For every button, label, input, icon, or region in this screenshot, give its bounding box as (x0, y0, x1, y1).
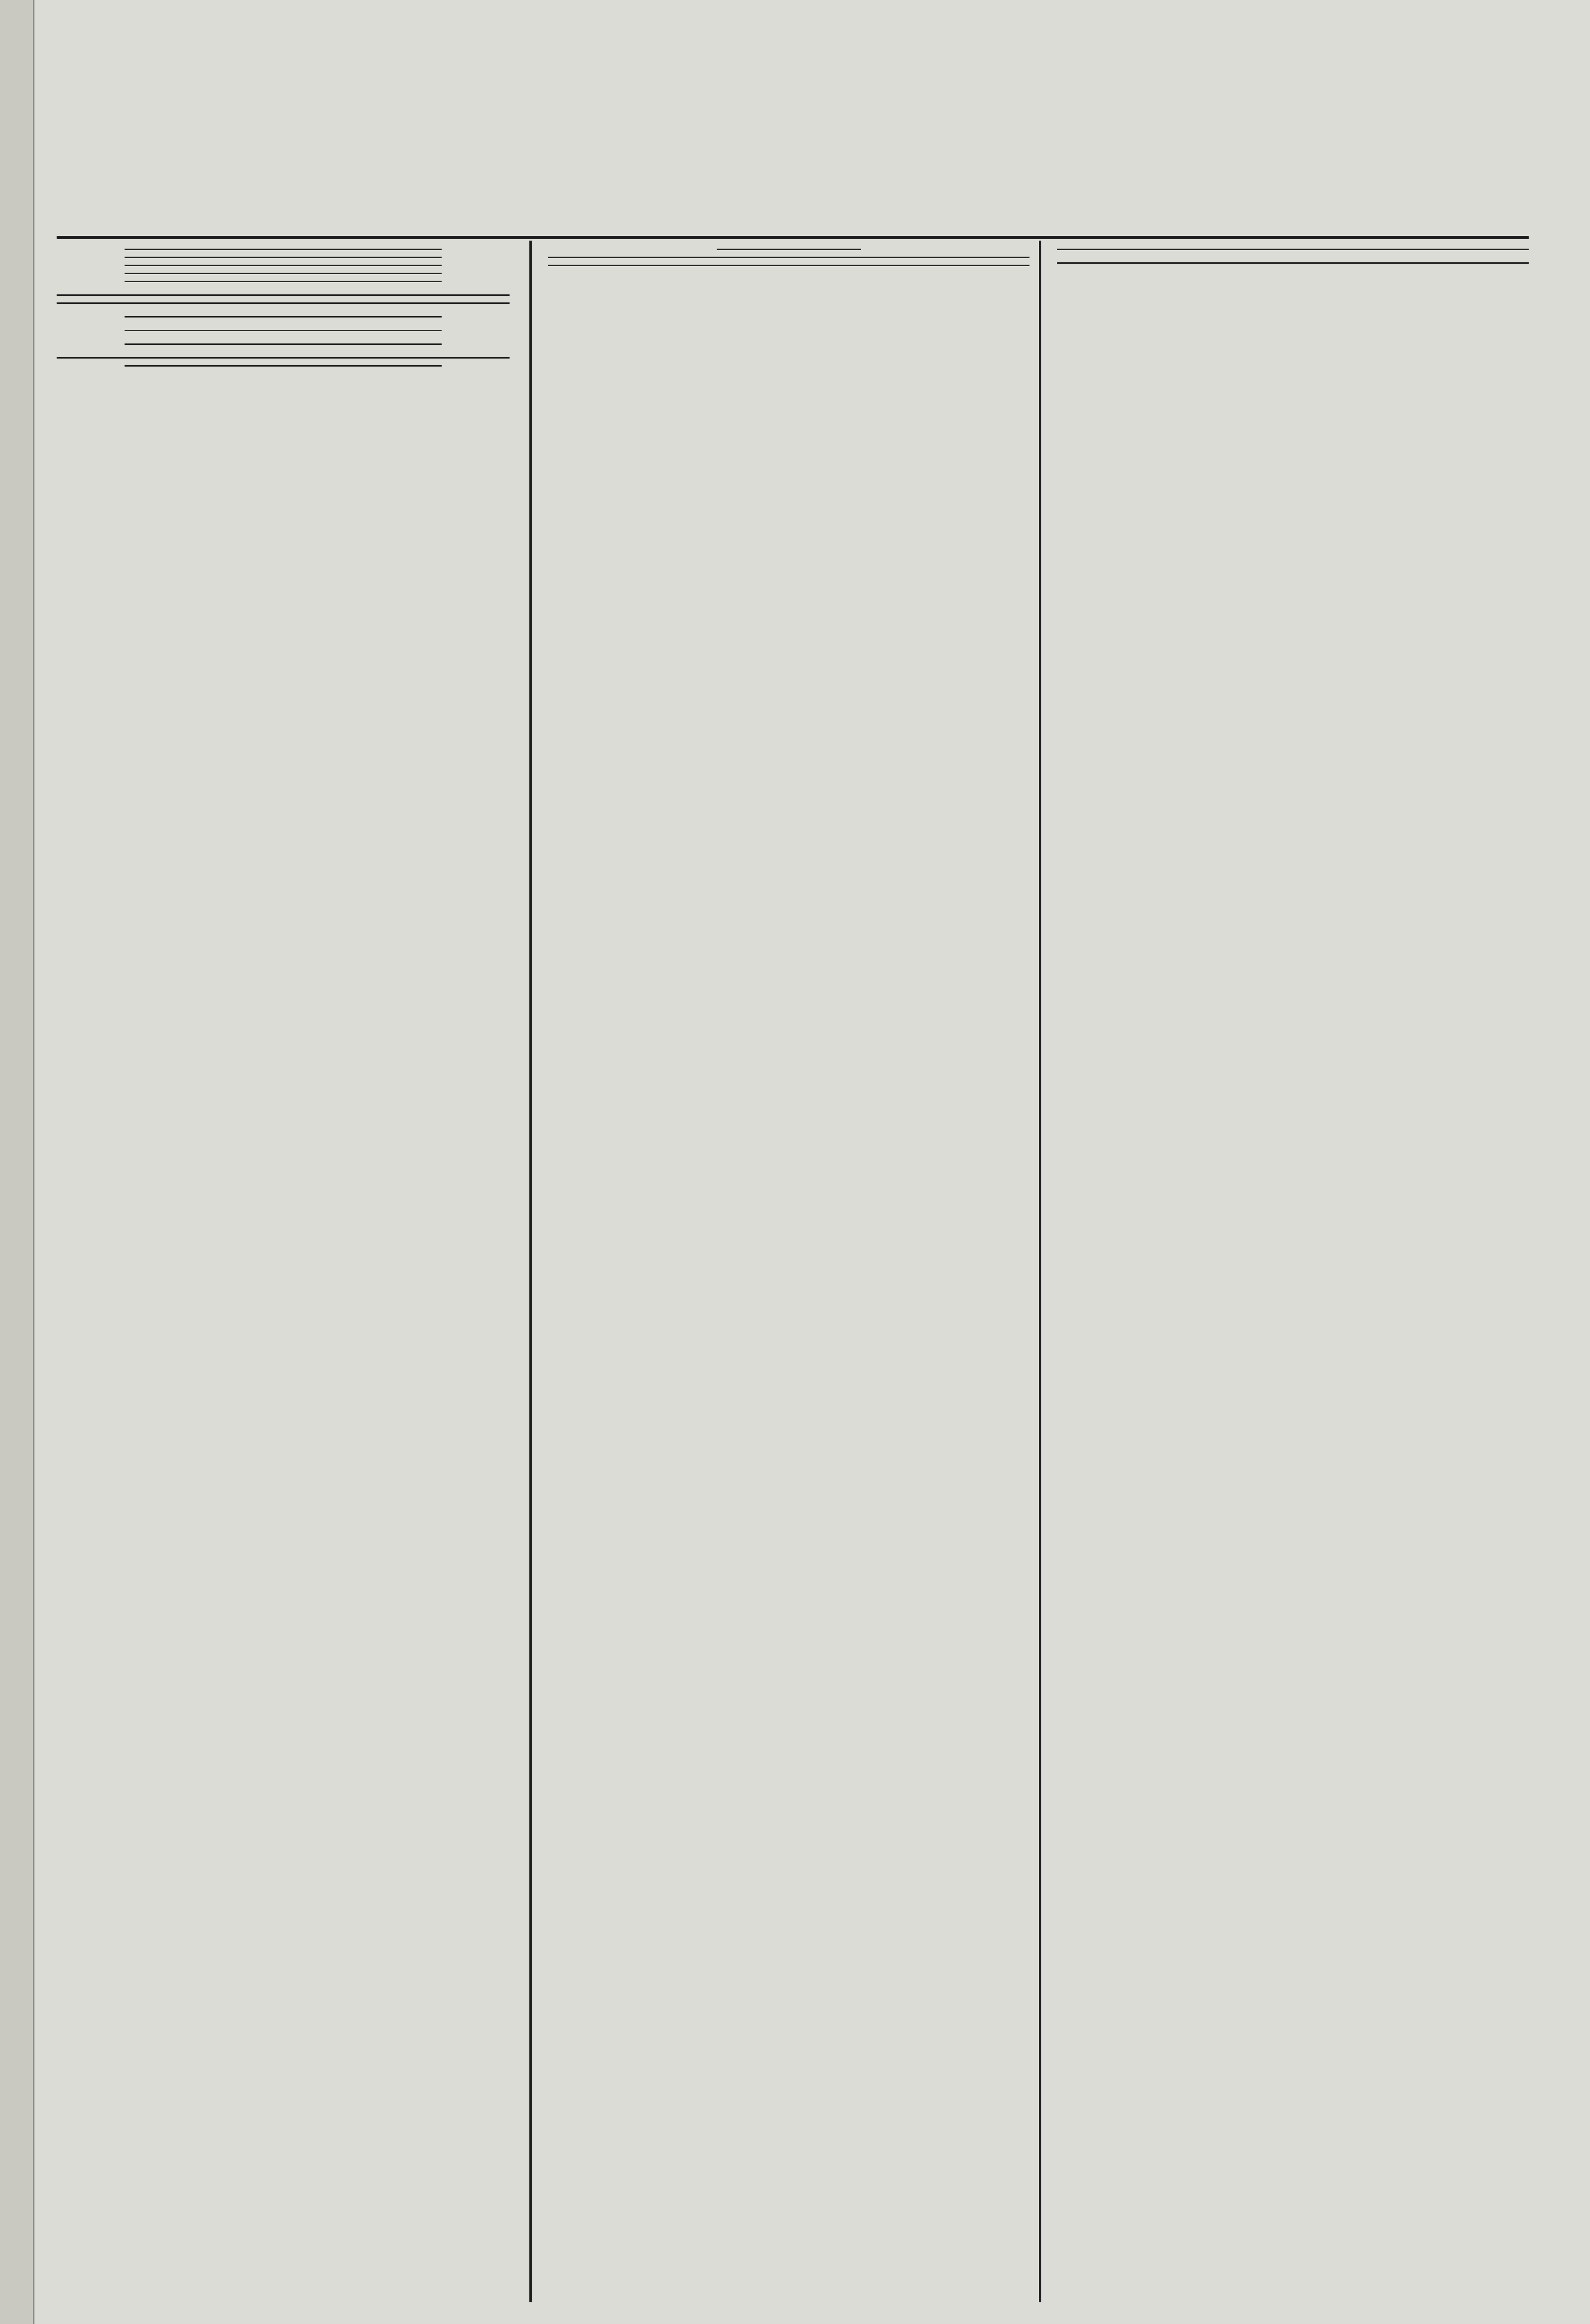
header-rule (57, 236, 1529, 239)
separator (57, 302, 510, 304)
separator (548, 257, 1029, 258)
separator (57, 357, 510, 359)
separator (125, 330, 442, 331)
column-1 (57, 243, 510, 373)
separator (125, 265, 442, 266)
separator (125, 365, 442, 367)
separator (125, 249, 442, 250)
separator (125, 281, 442, 282)
separator (1057, 262, 1529, 264)
separator (125, 273, 442, 274)
separator (548, 265, 1029, 266)
newspaper-page (43, 28, 1534, 2307)
notice (548, 243, 1029, 250)
column-2 (548, 243, 1029, 273)
separator (1057, 249, 1529, 250)
separator (125, 343, 442, 345)
separator (125, 316, 442, 318)
separator (125, 257, 442, 258)
column-3 (1057, 243, 1529, 270)
column-divider (529, 241, 532, 2302)
separator (717, 249, 861, 250)
separator (57, 294, 510, 296)
adjacent-page-edge (0, 0, 34, 2324)
column-divider (1039, 241, 1041, 2302)
